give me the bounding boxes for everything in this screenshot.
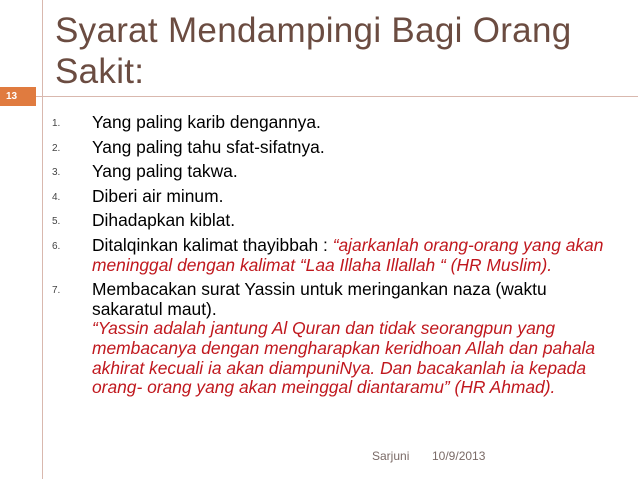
list-number: 3. bbox=[52, 167, 61, 179]
list-item-text: Ditalqinkan kalimat thayibbah : bbox=[92, 234, 333, 255]
list-item-text: Membacakan surat Yassin untuk meringankan naza (waktu sakaratul maut). bbox=[92, 279, 547, 319]
list-number: 7. bbox=[52, 285, 61, 297]
title-divider bbox=[0, 96, 638, 97]
list-item-text: Dihadapkan kiblat. bbox=[92, 210, 236, 231]
list-item bbox=[52, 187, 612, 207]
footer-date: 10/9/2013 bbox=[432, 449, 486, 463]
requirements-list bbox=[52, 113, 612, 403]
list-item bbox=[52, 162, 612, 182]
slide-number-badge: 13 bbox=[0, 87, 36, 106]
list-item bbox=[52, 138, 612, 158]
hadith-quote: “Yassin adalah jantung Al Quran dan tidak seorangpun yang membacanya dengan mengharapkan keridhoan Allah dan pahala akhirat kecuali ia akan diampuniNya. Dan bacakanlah ia kepada orang- orang yang akan meinggal diantaramu” (HR Ahmad). bbox=[92, 318, 596, 398]
list-item-text: Yang paling takwa. bbox=[92, 161, 238, 182]
hadith-quote: “ajarkanlah orang-orang yang akan meninggal dengan kalimat “Laa Illaha Illallah “ (HR Muslim). bbox=[92, 234, 604, 275]
list-number: 4. bbox=[52, 191, 61, 203]
list-item bbox=[52, 113, 612, 133]
list-item-text: Yang paling tahu sfat-sifatnya. bbox=[92, 136, 325, 157]
list-number: 2. bbox=[52, 142, 61, 154]
list-item-text: Yang paling karib dengannya. bbox=[92, 112, 321, 132]
list-item-text: Diberi air minum. bbox=[92, 185, 224, 206]
slide-title: Syarat Mendampingi Bagi Orang Sakit: bbox=[55, 11, 572, 91]
list-item bbox=[52, 280, 612, 398]
list-number: 5. bbox=[52, 216, 61, 228]
list-number: 1. bbox=[52, 118, 61, 129]
list-number: 6. bbox=[52, 240, 61, 252]
left-border-line bbox=[42, 0, 43, 479]
list-item bbox=[52, 211, 612, 231]
list-item bbox=[52, 236, 612, 275]
footer-author: Sarjuni bbox=[372, 449, 410, 463]
